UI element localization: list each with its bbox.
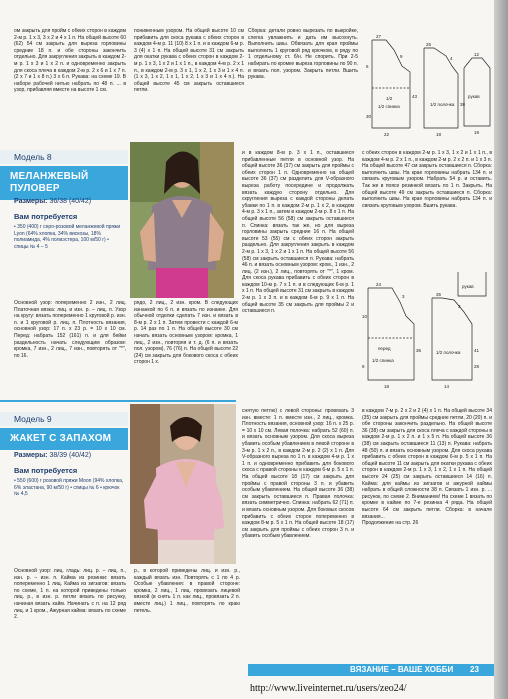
model-9-instructions-center: [242, 408, 354, 662]
diagram-label: 38: [460, 102, 466, 107]
diagram-label: 3: [402, 294, 405, 299]
diagram-label: 43: [412, 94, 418, 99]
model-9-materials: [14, 478, 124, 498]
section-divider: [0, 400, 236, 402]
model-title-text: МЕЛАНЖЕВЫЙ ПУЛОВЕР: [10, 171, 89, 194]
model-8-title: [0, 166, 128, 200]
pattern-diagram-1: [364, 28, 494, 140]
diagram-label: 6: [366, 64, 369, 69]
watermark-url: http://www.liveinternet.ru/users/zeo24/: [250, 683, 407, 694]
model-8-photo: [130, 142, 234, 298]
page-edge: [494, 0, 508, 699]
continuation-text-mid: [134, 28, 244, 140]
diagram-label: 26: [426, 42, 432, 47]
diagram-label: 3: [458, 304, 461, 309]
diagram-label: 18: [384, 384, 390, 389]
model-8-label: [0, 150, 128, 164]
text-block: Сборка: детали ровно вырезать по выкройке, слегка увлажнить и дать им высохнуть. Выполнить швы. Обвязать для края проймы выполнить 1 круговой ряд крючком, в ряду по 1 отдельному ст. б/н. Не спорить. При 2-5 набирать по кромке выреза горловины по 90 п. и вязать пол. узором. Закрыть петли. Вшить рукава.: [248, 28, 358, 81]
model-8-instructions-mid: [134, 300, 238, 400]
model-label-text: Модель 8: [14, 152, 52, 162]
diagram-label: 10: [362, 314, 368, 319]
sizes-value: 36/38 (40/42): [49, 198, 92, 205]
text-block: Основной узор: попеременно 2 изн., 2 лиц. Платочная вязка: лиц. и изн. р. – лиц. п. Узор на кругу: вязать попеременно 1 круговой р. изн. п. и 1 круговой р. лиц. п. Плотность вязания, основной узор: 17 п. х 23 р. = 10 х 10 см. Перед: набрать 152 (161) п. и для бейки раздельность начать следующим образом: кромка, 7 изн., 2 лиц., 7 изн., повторять от "*", по 16.: [14, 300, 126, 359]
model-8-instructions-center: [242, 150, 354, 386]
diagram-label: 9: [362, 364, 365, 369]
model-label-text: Модель 9: [14, 414, 52, 424]
page-number: 23: [470, 665, 479, 674]
text-block: с обеих сторон в каждом 2-м р. 1 х 3, 1 х 2 и 1 х 1 п., в каждом 4-м р. 2 х 1 п., в каждом 2-м р. 2 х 2 п. и 1 х 3 п. На общей высоте 47 см закрыть оставшиеся п. Сборка: выполнить швы. На крае горловины набрать 134 п. и связать круговым узором. Набрать 54 р. и оставить. Так же в поясе резинкой вязать по 1 п. Закрыть. На общей высоте 49 см закрыть оставшиеся п. Сборка: выполнить швы. На крае горловины набрать 134 п. и связать круговым узором. Вшить рукава.: [362, 150, 492, 209]
sizes-label: Размеры:: [14, 198, 48, 205]
diagram-label: 1/2 спинка: [378, 104, 400, 109]
diagram-label: 1/2 полочка: [436, 350, 461, 355]
model-9-sizes: [14, 452, 91, 459]
diagram-label: 14: [444, 384, 450, 389]
diagram-label: 9: [400, 54, 403, 59]
diagram-label: 24: [376, 282, 382, 287]
need-label: Вам потребуется: [14, 466, 78, 475]
diagram-label: рукав: [468, 94, 480, 99]
model-9-photo-image: [130, 404, 236, 564]
diagram-label: 35: [436, 292, 442, 297]
diagram-label: рукав: [462, 284, 474, 289]
diagram-label: 1/2 спинка: [372, 358, 394, 363]
text-block: и в каждом 8-м р. 3 х 1 п., оставшиеся прибавленные петли в основной узор. На общей высоте 36 (37) см закрыть для проймы с обеих сторон 1 п. Одновременно на общей высоте 36 (37) см разделить для V-образного выреза работу посередине и продолжать вязать каждую сторону отдельно. Для скругления выреза с каждой стороны делать убавки по 1 п. в каждом 2-м р. 1 х 2, в каждом 4-м р. 3 х 1 п., затем в каждом 2-м р. 8 х 1 п. На общей высоте 56 (58) см закрыть оставшиеся п. Спинка: вязать так же, но для выреза горловины закрыть средние 16 п. На общей высоте 53 (55) см с обеих сторон закрыть раздельно. Для закругления закрыть в каждом 2-м р. 1 х 3, 1 х 2 и 1 х 1 п. На общей высоте 56 (58) см закрыть оставшиеся п. Рукава: набрать 46 п. и вязать основным узором: кром., 1 изн., 2 лиц. (2 изн.), 2 лиц., повторять от "*", 1 кром. Для скоса рукава прибавить с обеих сторон в каждом 10-м р. 7 х 1 п. и в следующих 6-м р. 1 х 1 п. На общей высоте 31 см закрыть в каждом 2-м р. 1 х 3 п. и в каждом 6-м р. 9 х 1 п. На общей высоте 35 см закрыть для проймы 2 и оставшиеся п.: [242, 150, 354, 315]
model-9-title: [0, 428, 128, 450]
diagram-label: 19: [474, 130, 480, 135]
diagram-label: 18: [436, 132, 442, 137]
model-9-photo: [130, 404, 236, 564]
sizes-value: 38/39 (40/42): [49, 452, 92, 459]
text-block: ом закрыть для пройм с обеих сторон в каждом 2-м р. 1 х 3, 3 х 2 и 4 х 1 п. На общей высоте 60 (62) 54 см закрыть для выреза горловины средние 18 п. и обе стороны закончить отдельно. Для закругления закрыть в каждом 2-м р. 1 х 3 и 1 х 2 п. и одновременно закрыть для скоса плеча в каждом 2-м р. 2 х 6 и 1 х 7 п. (2 х 7 и 1 х 8 п.) 3 х 6 п. Рукава: на схеме 19. В наборе рабочей нитью набрать по 48 п. ... в узор, прибавляя вместе на высоте 1 см.: [14, 28, 126, 94]
text-block: в каждом 7-м р. 2 х 2 и 2 (4) х 1 п. На общей высоте 34 (35) см закрыть для проймы средние петли, 20 (20) п. и обе стороны закончить раздельно. На общей высоте 36 (38) см закрыть для скоса плеча с каждой стороны в каждом 2-м р. 1 х 2 п. и 1 х 5 п. На общей высоте 36 (38) см закрыть оставшиеся 11 (13) п. Рукава: набрать 48 (50) п. и вязать основным узором. Для скоса рукава прибавить с обеих сторон в каждом 6-м р. 5 х 1 п. На общей высоте 11 см закрыть для окатки рукава с обеих сторон в каждом 2-м р. 1 х 3, 1 х 2, 1 х 1 п. На общей высоте 24 (25) см закрыть оставшиеся 14 (16) п. Кайма: для каймы из зигзагов и ажурной каймы набрать в общей сложности 38 п. Связать 1 изн. р. ... рисунок, по схеме 2. Вниманием! На схеме 1 вязать по кромке в кайме по 7-е резинка 4 ряда. На общей высоте 64 см закрыть петли. Сборка: в начале вязания... Продолжение на стр. 26: [362, 408, 492, 527]
diagram-label: 1/2: [386, 96, 393, 101]
model-9-need-heading: [14, 466, 77, 475]
model-8-instructions-left: [14, 300, 126, 400]
continuation-text-right: [248, 28, 358, 140]
sizes-label: Размеры:: [14, 452, 48, 459]
text-block: р., в которой приведены лиц. и изн. р., каждый вязать изн. Повторять с 1 по 4 р. Особые убавления: в правой стороне: кромка, 2 лиц., 1 лиц. провязать лицевой вязкой (в снять 1 п. как лиц., провязать 2 п. вместе лиц.) 1 лиц., повторять по краю петель.: [134, 568, 240, 614]
model-8-materials: [14, 224, 124, 250]
diagram-label: 4: [450, 56, 453, 61]
model-title-text: ЖАКЕТ С ЗАПАХОМ: [10, 433, 112, 444]
diagram-label: перед: [378, 346, 391, 351]
model-9-instructions-mid: [134, 568, 240, 664]
diagram-label: 30: [366, 114, 372, 119]
pattern-diagram-2: [362, 268, 492, 394]
model-9-instructions-right: [362, 408, 492, 662]
diagram-label: 22: [384, 132, 390, 137]
model-8-sizes: [14, 198, 91, 205]
model-8-need-heading: [14, 212, 77, 221]
diagram-label: 36: [416, 348, 422, 353]
continuation-text-left: [14, 28, 126, 140]
model-8-photo-image: [130, 142, 234, 298]
need-label: Вам потребуется: [14, 212, 78, 221]
text-block: снятую петлю) с левой стороны: провязать 3 изн. вместе: 1 п. вместе изн., 2 лиц., кромка. Плотность вязания, основной узор: 16 п. х 25 р. = 10 х 10 см. Левая полочка: набрать 52 (60) п. и вязать основным узором. Для скоса выреза убавить особым убавлением в левой стороне в 3-м р. 1 х 2 п., в каждом 2-м р. 2 (2) х 1 п. Для V-образного выреза по 1 п. в каждом 4-м р. 1 х 1 п. и одновременно прибавить для бокового скоса с правой стороны в каждом 6-м р. 5 х 1 п. На общей высоте 18 (17) см закрыть для проймы с правой стороны 3 п. и убавить особым убавлением. На общей высоте 36 (38) см закрыть оставшиеся п. Правая полочка: вязать симметрично. Спинка: набрать 62 (71) п. и вязать основным узором. Для боковых скосов прибавить с обеих сторон попеременно в каждом 8-м р. 5 х 1 п. На общей высоте 18 (17) см закрыть для проймы с обеих сторон 3 п. и убавить особым убавлением.: [242, 408, 354, 540]
text-block: пониженным узором. На общей высоте 10 см прибавить для скоса рукава с обеих сторон в каждом 4-м р. 11 (10) 8 х 1 п. и в каждом 6-м р. 3 (4) х 1 п. На общей высоте 31 см закрыть для окатки рукава с обеих сторон в каждом 2-м р. 1 х 3, 1 х 2 и 1 х 1 п., в каждом 4-м р. 2 х 1 п., в каждом 2-м р. 3 х 1, 1 х 2, 1 х 3 и 1 х 4 п. (1 х 3, 1 х 2, 1 х 1, 1 х 2, 1 х 3 и 1 х 4 п.). На общей высоте 45 см закрыть оставшиеся петли.: [134, 28, 244, 94]
text-block: Основной узор: лиц. гладь: лиц. р. – лиц. п., изн. р. – изн. п. Кайма из резинки: вязать попеременно 1 лиц. Кайма из зигзагов: вязать по схеме, 1 п. на которой приведены только лиц. р., в изн. р. петли вязать по рисунку, начиная вязать кайм. Начинать с п. на 12 ряд лиц. и 1 кром., Ажурная кайма: вязать по схеме 2.: [14, 568, 126, 621]
diagram-label: 27: [376, 34, 382, 39]
model-8-instructions-right: [362, 150, 492, 266]
model-9-label: [0, 412, 128, 426]
model-9-instructions-left: [14, 568, 126, 664]
text-block: рядо, 2 лиц., 2 изн. кром. В следующих изнанкой по 6 п. и вязать по изнанке. Для обычной отделки сделать 7 изн. и вязать в 8-м р. 2 х 1 п. Затем провести с каждой 6-м р. 14 раз по 1 п. На общей высоте 30 см начать вязать основным узором: кромка, 1 лиц., 2 изн., повторяя и т. д. (6 п. и вязать пол. узором), 76 (76) п. На общей высоте 22 (24) см закрыть для бокового скоса с обеих сторон 1 х.: [134, 300, 238, 366]
diagram-label: 28: [474, 364, 480, 369]
diagram-label: 12: [474, 52, 480, 57]
diagram-label: 1/2 полочка: [430, 102, 455, 107]
footer-section-title: ВЯЗАНИЕ – ВАШЕ ХОББИ: [350, 665, 454, 674]
materials-text: • 550 (600) г розовой пряжи Moon (94% хлопка, 6% эластана, 90 м/50 г) • спицы № 6 • крючок № 4,5: [14, 478, 124, 497]
materials-text: • 350 (400) г серо-розовой меланжевой пряжи Lyon (64% хлопка, 34% вискозы, 18% полиамида, 4% полиэстера, 100 м/50 г) • спицы № 4 – 5: [14, 224, 121, 250]
diagram-label: 41: [474, 348, 480, 353]
